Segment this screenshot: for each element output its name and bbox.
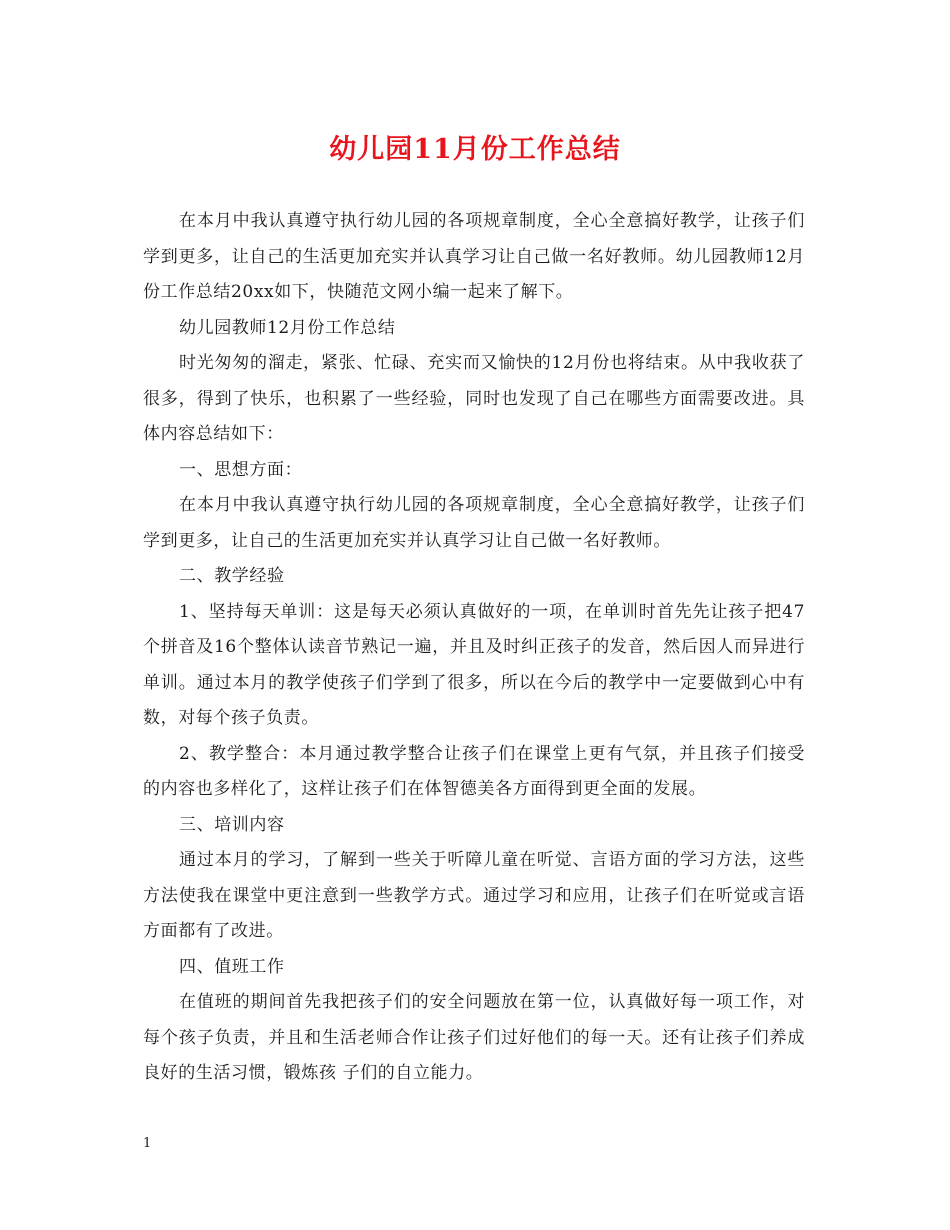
intro-paragraph: 在本月中我认真遵守执行幼儿园的各项规章制度，全心全意搞好教学，让孩子们学到更多，让自己的生活更加充实并认真学习让自己做一名好教师。幼儿园教师12月份工作总结20xx如下，快随范文网小编一起来了解下。 <box>143 211 805 302</box>
training-paragraph: 通过本月的学习，了解到一些关于听障儿童在听觉、言语方面的学习方法，这些方法使我在课堂中更注意到一些教学方式。通过学习和应用，让孩子们在听觉或言语方面都有了改进。 <box>143 850 805 941</box>
duty-paragraph: 在值班的期间首先我把孩子们的安全问题放在第一位，认真做好每一项工作，对每个孩子负责，并且和生活老师合作让孩子们过好他们的每一天。还有让孩子们养成良好的生活习惯，锻炼孩 子们的自立能力。 <box>143 992 805 1083</box>
subtitle-paragraph: 幼儿园教师12月份工作总结 <box>179 317 396 338</box>
section-heading-teaching: 二、教学经验 <box>179 566 285 586</box>
document-body <box>143 204 805 1092</box>
page-number: 1 <box>143 1136 152 1151</box>
document-title: 幼儿园11月份工作总结 <box>329 134 621 165</box>
section-heading-duty: 四、值班工作 <box>179 956 285 977</box>
section-heading-training: 三、培训内容 <box>179 814 285 835</box>
teaching-item-2-paragraph: 2、教学整合：本月通过教学整合让孩子们在课堂上更有气氛，并且孩子们接受的内容也多样化了，这样让孩子们在体智德美各方面得到更全面的发展。 <box>143 743 805 799</box>
thinking-paragraph: 在本月中我认真遵守执行幼儿园的各项规章制度，全心全意搞好教学，让孩子们学到更多，让自己的生活更加充实并认真学习让自己做一名好教师。 <box>143 495 805 551</box>
section-heading-thinking: 一、思想方面： <box>179 459 303 480</box>
teaching-item-1-paragraph: 1、坚持每天单训：这是每天必须认真做好的一项，在单训时首先先让孩子把47个拼音及16个整体认读音节熟记一遍，并且及时纠正孩子的发音，然后因人而异进行单训。通过本月的教学使孩子们学到了很多，所以在今后的教学中一定要做到心中有数，对每个孩子负责。 <box>143 601 805 728</box>
overview-paragraph: 时光匆匆的溜走，紧张、忙碌、充实而又愉快的12月份也将结束。从中我收获了很多，得到了快乐，也积累了一些经验，同时也发现了自己在哪些方面需要改进。具体内容总结如下： <box>143 353 805 444</box>
